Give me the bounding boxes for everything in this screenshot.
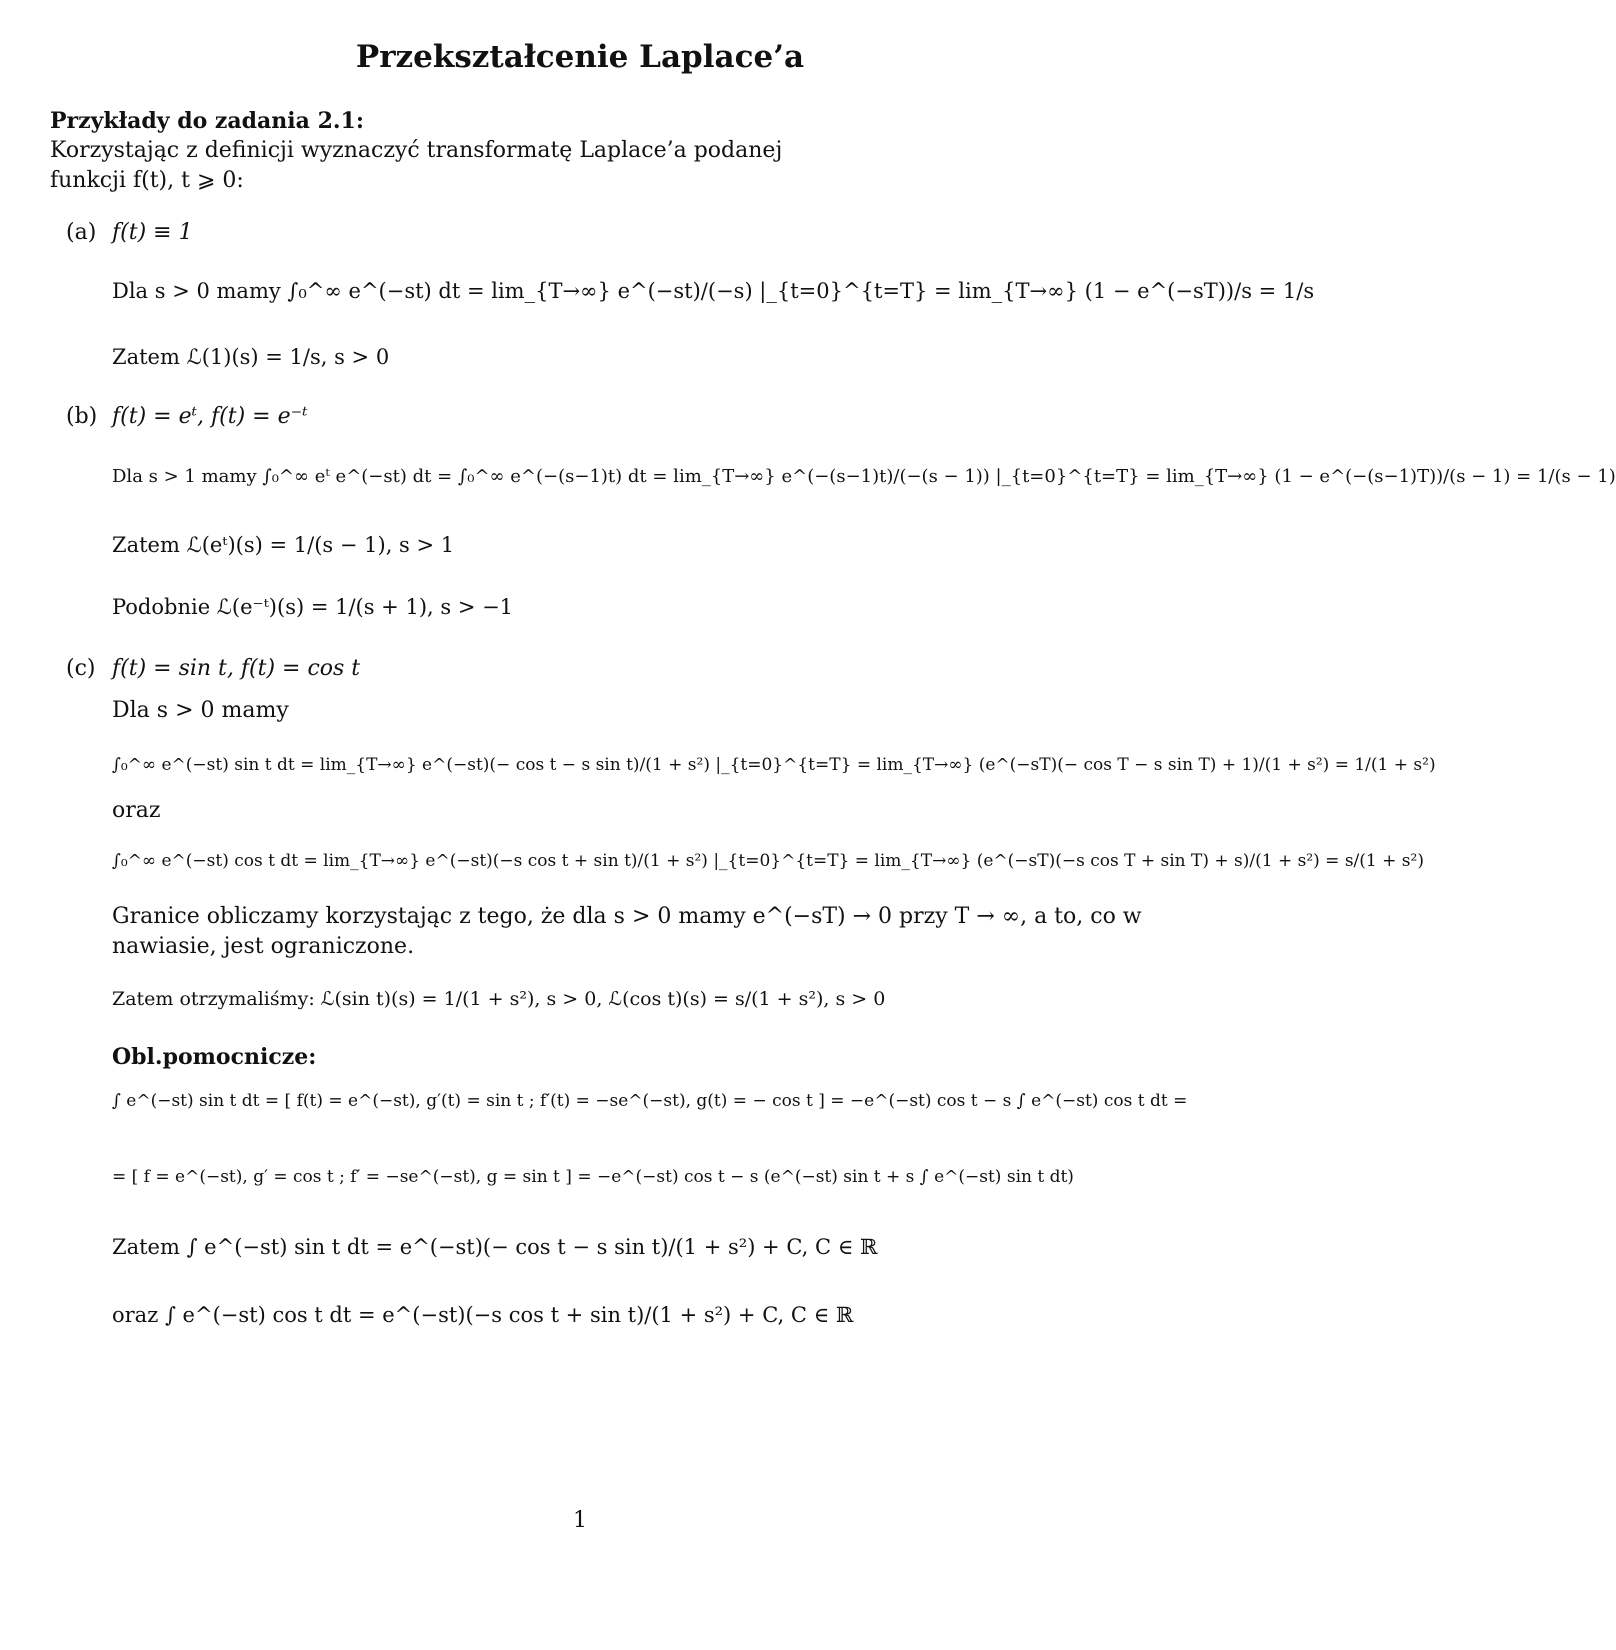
aux-equation-3: Zatem ∫ e^(−st) sin t dt = e^(−st)(− cos t − s sin t)/(1 + s²) + C, C ∈ ℝ bbox=[112, 1235, 878, 1259]
part-a-label: (a) bbox=[66, 220, 97, 245]
part-c-oraz: oraz bbox=[112, 798, 161, 823]
page-number: 1 bbox=[573, 1508, 587, 1533]
part-c-function: f(t) = sin t, f(t) = cos t bbox=[112, 656, 361, 681]
part-c-equation-sin: ∫₀^∞ e^(−st) sin t dt = lim_{T→∞} e^(−st)(− cos t − s sin t)/(1 + s²) |_{t=0}^{t=T} = lim_{T→∞} (e^(−sT)(− cos T − s sin T) + 1)/(1 + s²) = 1/(1 + s²) bbox=[112, 755, 1436, 775]
part-b-function: f(t) = eᵗ, f(t) = e⁻ᵗ bbox=[112, 404, 308, 429]
aux-equation-1: ∫ e^(−st) sin t dt = [ f(t) = e^(−st), g′(t) = sin t ; f′(t) = −se^(−st), g(t) = − cos t ] = −e^(−st) cos t − s ∫ e^(−st) cos t dt = bbox=[112, 1091, 1188, 1111]
part-b-equation-1: Dla s > 1 mamy ∫₀^∞ eᵗ e^(−st) dt = ∫₀^∞ e^(−(s−1)t) dt = lim_{T→∞} e^(−(s−1)t)/(−(s − 1)) |_{t=0}^{t=T} = lim_{T→∞} (1 − e^(−(s−1)T))/(s − 1) = 1/(s − 1) bbox=[112, 466, 1616, 487]
section-heading: Przykłady do zadania 2.1: bbox=[50, 108, 364, 134]
page-title: Przekształcenie Laplace’a bbox=[355, 39, 805, 75]
part-a-equation-2: Zatem ℒ(1)(s) = 1/s, s > 0 bbox=[112, 345, 390, 369]
part-c-label: (c) bbox=[66, 656, 96, 681]
part-c-limits-note-1: Granice obliczamy korzystając z tego, że dla s > 0 mamy e^(−sT) → 0 przy T → ∞, a to, co w bbox=[112, 904, 1142, 929]
part-a-equation-1: Dla s > 0 mamy ∫₀^∞ e^(−st) dt = lim_{T→∞} e^(−st)/(−s) |_{t=0}^{t=T} = lim_{T→∞} (1 − e^(−sT))/s = 1/s bbox=[112, 279, 1315, 303]
part-b-equation-3: Podobnie ℒ(e⁻ᵗ)(s) = 1/(s + 1), s > −1 bbox=[112, 595, 514, 619]
part-a-function: f(t) ≡ 1 bbox=[112, 220, 193, 245]
part-c-equation-cos: ∫₀^∞ e^(−st) cos t dt = lim_{T→∞} e^(−st)(−s cos t + sin t)/(1 + s²) |_{t=0}^{t=T} = lim_{T→∞} (e^(−sT)(−s cos T + sin T) + s)/(1 + s²) = s/(1 + s²) bbox=[112, 851, 1424, 871]
aux-heading: Obl.pomocnicze: bbox=[112, 1044, 317, 1070]
part-c-line-1: Dla s > 0 mamy bbox=[112, 698, 289, 723]
part-b-equation-2: Zatem ℒ(eᵗ)(s) = 1/(s − 1), s > 1 bbox=[112, 533, 455, 557]
part-b-label: (b) bbox=[66, 404, 98, 429]
aux-equation-2: = [ f = e^(−st), g′ = cos t ; f′ = −se^(−st), g = sin t ] = −e^(−st) cos t − s (e^(−st) sin t + s ∫ e^(−st) sin t dt) bbox=[112, 1167, 1074, 1187]
intro-line-2: funkcji f(t), t ⩾ 0: bbox=[50, 168, 244, 193]
part-c-result: Zatem otrzymaliśmy: ℒ(sin t)(s) = 1/(1 + s²), s > 0, ℒ(cos t)(s) = s/(1 + s²), s > 0 bbox=[112, 988, 886, 1010]
part-c-limits-note-2: nawiasie, jest ograniczone. bbox=[112, 934, 415, 959]
intro-line-1: Korzystając z definicji wyznaczyć transformatę Laplace’a podanej bbox=[50, 138, 783, 163]
aux-equation-4: oraz ∫ e^(−st) cos t dt = e^(−st)(−s cos t + sin t)/(1 + s²) + C, C ∈ ℝ bbox=[112, 1303, 854, 1327]
